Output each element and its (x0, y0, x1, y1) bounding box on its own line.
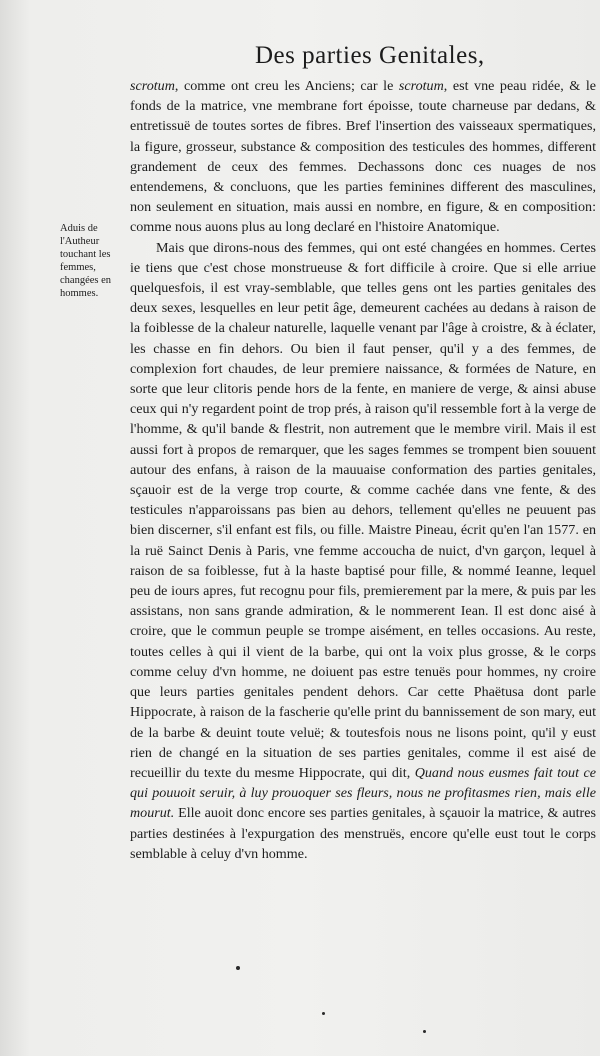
ink-speck (322, 1012, 325, 1015)
text-segment: , comme ont creu les Anciens; car le (174, 78, 399, 94)
text-segment: Mais que dirons-nous des femmes, qui ont esté changées en hommes. Certes ie tiens que c'est chose monstrueuse & fort difficile à croire. Que si elle arriue quelquesfois, il est vray-semblable, que telles gens ont les parties genitales des deux sexes, lesquelles en leur petit âge, demeurent cachées au dedans à raison de la foiblesse de la chaleur naturelle, laquelle venant par l'âge à croistre, & à éclater, les chasse en fin dehors. Ou bien il faut penser, qu'il y a des femmes, de complexion fort chaudes, de leur premiere naissance, & formées de Nature, en sorte que leur clitoris pende hors de la fente, en maniere de verge, & ainsi abuse ceux qui n'y regardent point de trop prés, à raison qu'il ressemble fort à la verge de l'homme, & qu'il bande & flestrit, non autrement que le membre viril. Mais il est aussi fort à propos de remarquer, que les sages femmes se trompent bien souuent autour des enfans, à raison de la mauuaise conformation des parties genitales, sçauoir est de la verge trop courte, & comme cachée dans vne fente, & des testicules n'apparoissans pas bien au dehors, tellement qu'elles ne peuuent pas bien discerner, s'il enfant est fils, ou fille. Maistre Pineau, écrit qu'en l'an 1577. en la ruë Sainct Denis à Paris, vne femme accoucha de nuict, d'vn garçon, lequel à raison de sa foiblesse, fut à la haste baptisé pour fille, & nommé Ieanne, lequel peu de iours apres, fut recognu pour fils, premierement par la mere, & puis par les assistans, non sans grande admiration, & le nommerent Iean. Il est donc aisé à croire, que le commun peuple se trompe aisément, en telles occasions. Au reste, toutes celles à qui il vient de la barbe, qui ont la voix plus grosse, & le corps comme celuy d'vn homme, ne doiuent pas estre tenuës pour hommes, ny croire que leurs parties genitales pendent dehors. Car cette Phaëtusa dont parle Hippocrate, à raison de la fascherie qu'elle print du bannissement de son mary, eut de la barbe & deuint toute veluë; & toutesfois nous ne lisons point, qu'il y eust rien de changé en la situation de ses parties genitales, comme il est aisé de recueillir du texte du mesme Hippocrate, qui dit, (130, 239, 596, 781)
paragraph-2 (130, 238, 596, 864)
text-segment: Elle auoit donc encore ses parties genitales, à sçauoir la matrice, & autres parties destinées à l'expurgation des menstruës, encore qu'elle eust tout le corps semblable à celuy d'vn homme. (130, 805, 596, 862)
italic-term: scrotum (130, 78, 175, 94)
italic-term: scrotum (398, 78, 444, 94)
main-text-block (130, 76, 596, 864)
italic-quotation: Quand nous eusmes fait tout ce qui pouuoit seruir, à luy prouoquer ses fleurs, nous ne profitasmes rien, mais elle mourut. (130, 764, 597, 822)
margin-note: Aduis de l'Autheur touchant les femmes, changées en hommes. (60, 223, 112, 299)
text-segment: , est vne peau ridée, & le fonds de la matrice, vne membrane fort époisse, toute charneuse par dedans, & entretissuë de toutes sortes de fibres. Bref l'insertion des vaisseaux spermatiques, la figure, grosseur, substance & composition des testicules des hommes, different grandement de ceux des femmes. Dechassons donc ces nuages de nos entendemens, & concluons, que les parties feminines different des masculines, non seulement en situation, mais aussi en nombre, en figure, & en composition: comme nous auons plus au long declaré en l'histoire Anatomique. (130, 78, 596, 236)
paragraph-1 (130, 76, 596, 238)
ink-speck (236, 966, 240, 970)
running-head: Des parties Genitales, (255, 42, 485, 69)
ink-speck (423, 1030, 426, 1033)
